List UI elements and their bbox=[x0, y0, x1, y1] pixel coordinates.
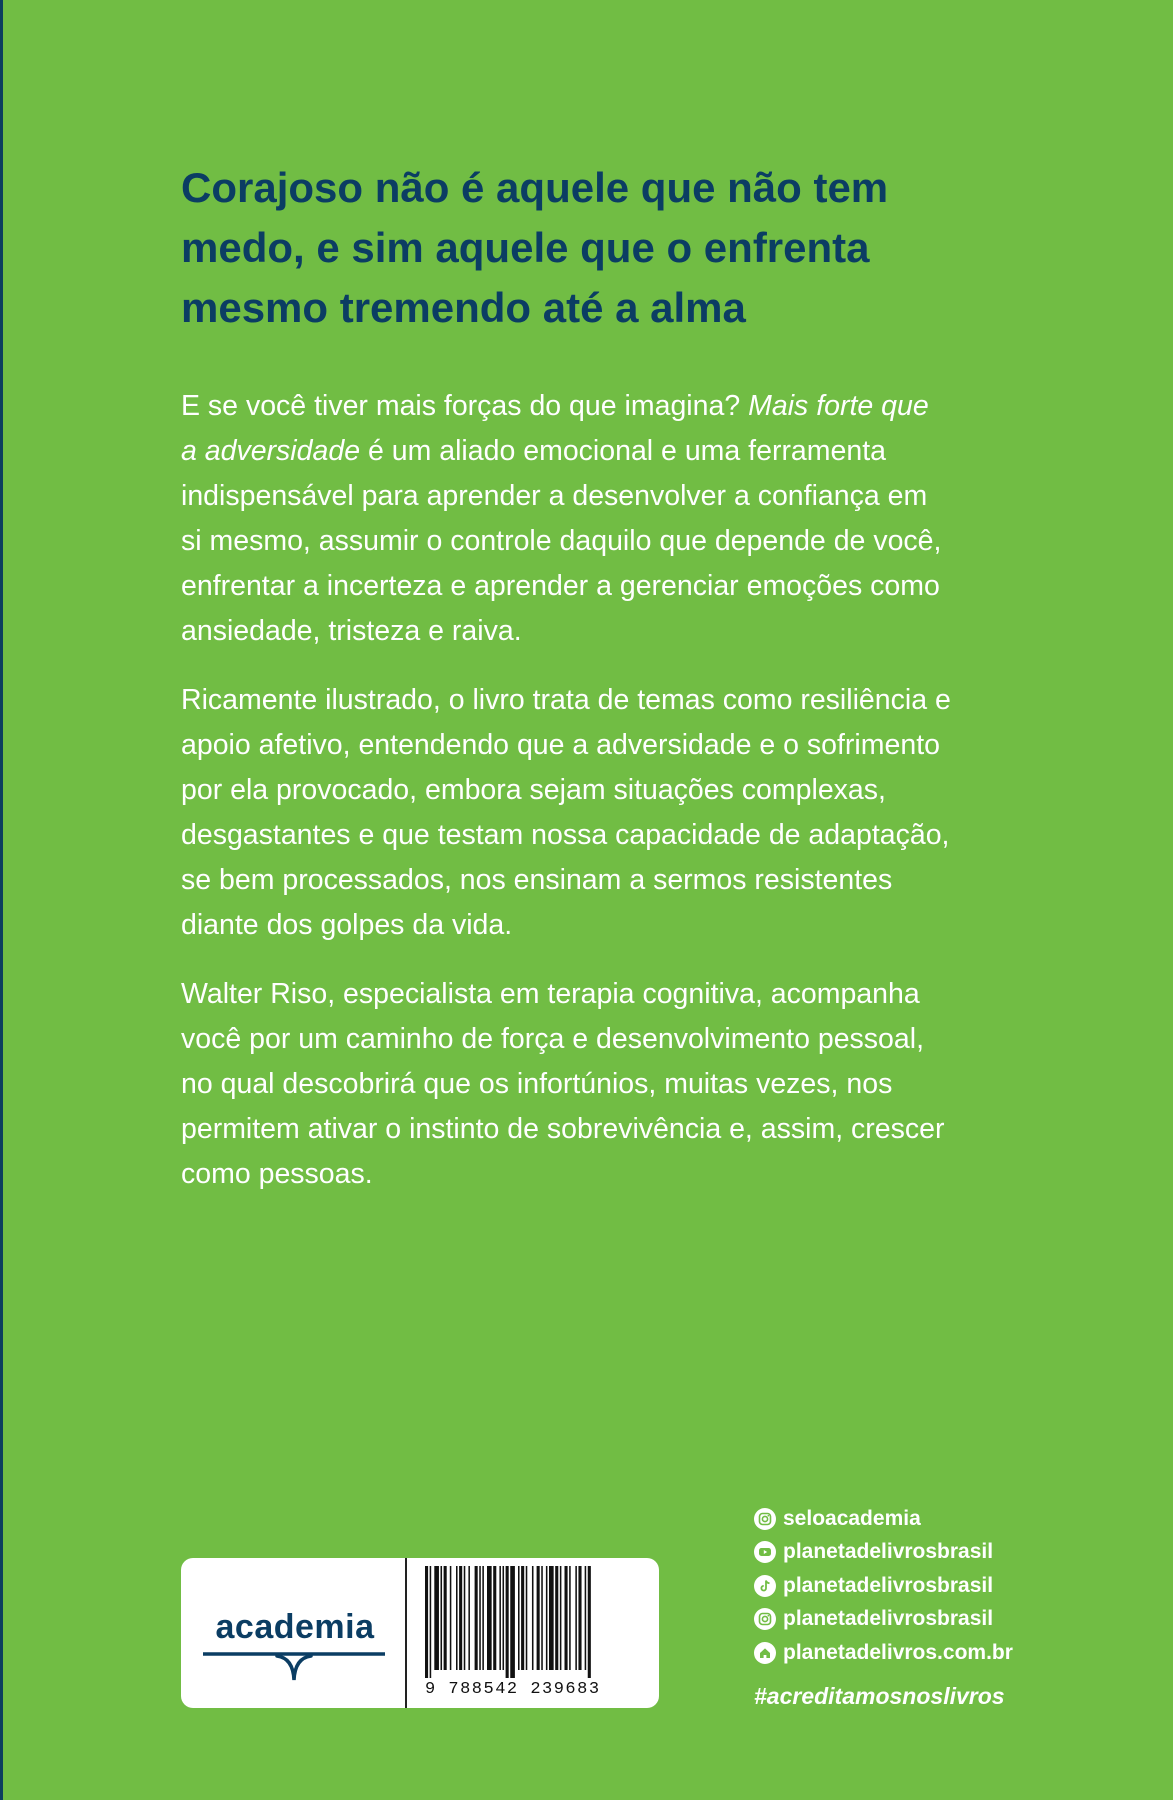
barcode-bar bbox=[588, 1566, 591, 1678]
headline-line: mesmo tremendo até a alma bbox=[181, 284, 746, 331]
barcode bbox=[423, 1566, 645, 1678]
text-line: se bem processados, nos ensinam a sermos resistentes bbox=[181, 864, 893, 896]
instagram-icon bbox=[754, 1508, 776, 1530]
social-handle: planetadelivrosbrasil bbox=[783, 1540, 994, 1564]
barcode-bar bbox=[482, 1566, 484, 1670]
barcode-bar bbox=[518, 1566, 520, 1670]
text-line: Walter Riso, especialista em terapia cognitiva, acompanha bbox=[181, 978, 920, 1010]
social-handle: planetadelivros.com.br bbox=[783, 1640, 1013, 1664]
text-line: por ela provocado, embora sejam situações complexas, bbox=[181, 774, 886, 806]
social-link-tiktok[interactable] bbox=[754, 1569, 1013, 1603]
social-handle: planetadelivrosbrasil bbox=[783, 1573, 994, 1597]
paragraph-intro bbox=[181, 384, 1041, 654]
barcode-bar bbox=[532, 1566, 534, 1670]
barcode-bar bbox=[425, 1566, 428, 1678]
text-line bbox=[181, 429, 1041, 474]
book-title-italic: a adversidade bbox=[181, 435, 361, 467]
barcode-bar bbox=[479, 1566, 481, 1670]
text-run: é um aliado emocional e uma ferramenta bbox=[360, 435, 886, 467]
barcode-bar bbox=[521, 1566, 524, 1670]
barcode-bar bbox=[459, 1566, 462, 1670]
barcode-bar bbox=[549, 1566, 554, 1670]
publisher-barcode-box bbox=[181, 1558, 659, 1708]
paragraph-author bbox=[181, 972, 1041, 1197]
barcode-bar bbox=[585, 1566, 587, 1670]
barcode-bar bbox=[560, 1566, 562, 1670]
barcode-bar bbox=[487, 1566, 492, 1670]
social-links bbox=[754, 1502, 1013, 1670]
text-line: Ricamente ilustrado, o livro trata de temas como resiliência e bbox=[181, 684, 951, 716]
barcode-bar bbox=[537, 1566, 540, 1670]
barcode-bar bbox=[565, 1566, 568, 1670]
isbn-number: 9 788542 239683 bbox=[425, 1680, 601, 1699]
social-link-instagram-academia[interactable] bbox=[754, 1502, 1013, 1536]
barcode-bar bbox=[541, 1566, 543, 1670]
barcode-bar bbox=[475, 1566, 478, 1670]
tiktok-icon bbox=[754, 1575, 776, 1597]
headline-line: Corajoso não é aquele que não tem bbox=[181, 164, 889, 211]
instagram-icon bbox=[754, 1608, 776, 1630]
text-line: apoio afetivo, entendendo que a adversidade e o sofrimento bbox=[181, 729, 940, 761]
barcode-bar bbox=[464, 1566, 466, 1670]
text-line: permitem ativar o instinto de sobrevivência e, assim, crescer bbox=[181, 1113, 945, 1145]
synopsis bbox=[181, 384, 1041, 1221]
barcode-bar bbox=[456, 1566, 458, 1670]
text-line: no qual descobrirá que os infortúnios, muitas vezes, nos bbox=[181, 1068, 893, 1100]
text-line: ansiedade, tristeza e raiva. bbox=[181, 615, 522, 647]
text-line: como pessoas. bbox=[181, 1158, 373, 1190]
youtube-icon bbox=[754, 1541, 776, 1563]
text-run: E se você tiver mais forças do que imagina? bbox=[181, 390, 749, 422]
barcode-bar bbox=[506, 1566, 509, 1678]
text-line: desgastantes e que testam nossa capacidade de adaptação, bbox=[181, 819, 950, 851]
publisher-logo-text: academia bbox=[215, 1608, 375, 1646]
barcode-bar bbox=[575, 1566, 577, 1670]
barcode-bar bbox=[450, 1566, 452, 1670]
barcode-bar bbox=[444, 1566, 447, 1670]
text-line: enfrentar a incerteza e aprender a gerenciar emoções como bbox=[181, 570, 940, 602]
barcode-bar bbox=[430, 1566, 432, 1678]
hashtag: #acreditamosnoslivros bbox=[754, 1683, 1005, 1709]
text-line: diante dos golpes da vida. bbox=[181, 909, 513, 941]
barcode-bar bbox=[510, 1566, 515, 1678]
barcode-bar bbox=[526, 1566, 528, 1670]
divider bbox=[405, 1558, 407, 1708]
barcode-bar bbox=[578, 1566, 581, 1670]
social-handle: planetadelivrosbrasil bbox=[783, 1607, 994, 1631]
barcode-bar bbox=[503, 1566, 505, 1670]
barcode-bar bbox=[493, 1566, 496, 1670]
barcode-bar bbox=[468, 1566, 470, 1670]
text-line bbox=[181, 384, 1041, 429]
home-icon bbox=[754, 1642, 776, 1664]
barcode-bar bbox=[441, 1566, 443, 1670]
social-link-youtube[interactable] bbox=[754, 1536, 1013, 1570]
social-link-instagram-planeta[interactable] bbox=[754, 1603, 1013, 1637]
publisher-logo bbox=[181, 1558, 405, 1708]
barcode-bar bbox=[499, 1566, 501, 1670]
barcode-bar bbox=[555, 1566, 558, 1670]
open-book-icon bbox=[203, 1650, 385, 1686]
text-line: indispensável para aprender a desenvolver a confiança em bbox=[181, 480, 928, 512]
social-handle: seloacademia bbox=[783, 1506, 921, 1530]
paragraph-illustrated bbox=[181, 678, 1041, 948]
social-link-website[interactable] bbox=[754, 1636, 1013, 1670]
headline bbox=[181, 158, 1041, 338]
text-line: você por um caminho de força e desenvolvimento pessoal, bbox=[181, 1023, 924, 1055]
barcode-bar bbox=[434, 1566, 439, 1670]
text-line: si mesmo, assumir o controle daquilo que depende de você, bbox=[181, 525, 942, 557]
barcode-bar bbox=[546, 1566, 548, 1670]
book-title-italic: Mais forte que bbox=[748, 390, 929, 422]
headline-line: medo, e sim aquele que o enfrenta bbox=[181, 224, 870, 271]
spine-edge bbox=[0, 0, 3, 1800]
barcode-bar bbox=[569, 1566, 571, 1670]
